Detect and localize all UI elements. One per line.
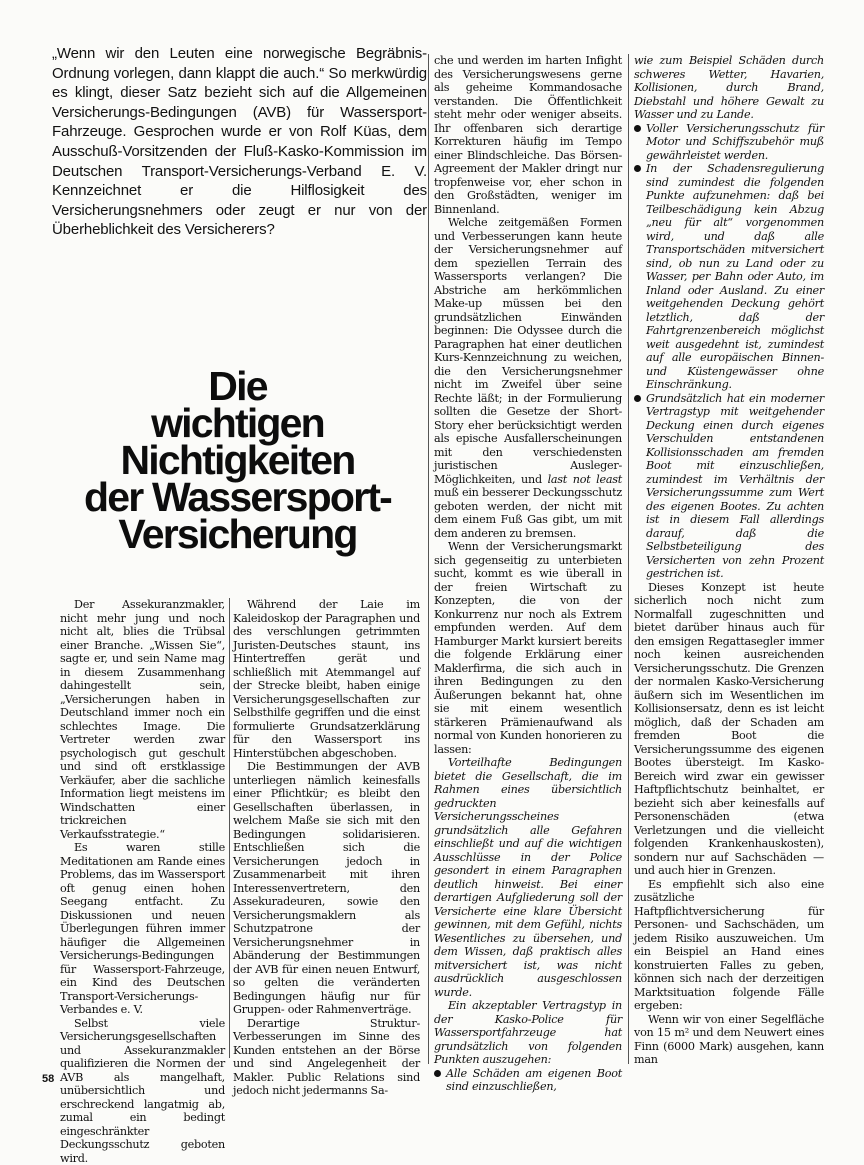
bullet-item: Alle Schäden am eigenen Boot sind einzuschließen, <box>434 1067 622 1094</box>
headline-line-2: wichtigen <box>45 405 430 442</box>
paragraph: Der Assekuranzmakler, nicht mehr jung und noch nicht alt, blies die Trübsal einer Branche. „Wissen Sie“, sagte er, und sein Name mag in diesem Zusammenhang dahingestellt sein, „Versicherungen haben in Deutschland immer noch ein schlechtes Image. Die Vertreter werden zwar psychologisch gut geschult und sind oft erstklassige Verkäufer, aber die sachliche Information liegt meistens im Windschatten einer trickreichen Verkaufsstrategie.“ <box>60 598 225 841</box>
article-headline <box>45 368 430 553</box>
paragraph: Wenn der Versicherungsmarkt sich gegenseitig zu unterbieten sucht, kommt es wie überall in der freien Wirtschaft zu Konzepten, die von der Konkurrenz nur noch als Extrem empfunden werden. Auf dem Hamburger Markt kursiert bereits die folgende Erklärung einer Maklerfirma, die sich auch in ihren Bedingungen zu den Äußerungen bekannt hat, ohne sie mit einem wesentlich stärkeren Prämienaufwand als normal von Kunden honorieren zu lassen: <box>434 540 622 756</box>
paragraph: Dieses Konzept ist heute sicherlich noch nicht zum Normalfall zugeschnitten und bietet darüber hinaus auch für den emsigen Regattasegler immer noch keinen ausreichenden Versicherungsschutz. Die Grenzen der normalen Kasko-Versicherung äußern sich im Wesentlichen im Kollisionsersatz, denn es ist leicht möglich, daß der Schaden am fremden Boot die Versicherungssumme des eigenen Bootes übersteigt. Im Kasko-Bereich wird zwar ein gewisser Haftpflichtschutz beinhaltet, er bezieht sich aber keinesfalls auf Personenschäden (etwa Verletzungen und die vielleicht folgenden Krankenhauskosten), sondern nur auf Sachschäden — und auch hier in Grenzen. <box>634 581 824 878</box>
text-column-1 <box>60 598 225 1068</box>
headline-line-4: der Wassersport- <box>45 479 430 516</box>
italic-paragraph: wie zum Beispiel Schäden durch schweres Wetter, Havarien, Kollisionen, durch Brand, Diebstahl und höhere Gewalt zu Wasser und zu Lande. <box>634 54 824 122</box>
italic-paragraph: Ein akzeptabler Vertragstyp in der Kasko-Police für Wassersportfahrzeuge hat grundsätzlich von folgenden Punkten auszugehen: <box>434 999 622 1067</box>
paragraph-text: Welche zeitgemäßen Formen und Verbesserungen kann heute der Versicherungsnehmer auf dem speziellen Terrain des Wassersports verlangen? Die Abstriche am herkömmlichen Make-up müssen bei den grundsätzlichen Einwänden beginnen: Die Odyssee durch die Paragraphen hat einer deutlichen Kurs-Kennzeichnung zu weichen, die den Versicherungsnehmer nicht im Zweifel über seine Rechte läßt; in der Formulierung sollten die Gesetze der Short-Story eher berücksichtigt werden als epische Ausfallerscheinungen mit den verschiedensten juristischen Ausleger-Möglichkeiten, und <box>434 216 622 486</box>
text-column-3 <box>434 54 622 1068</box>
italic-phrase: last not least <box>548 473 622 486</box>
paragraph: Die Bestimmungen der AVB unterliegen nämlich keinesfalls einer Pflichtkür; es bleibt den Gesellschaften überlassen, in welchem Maße sie sich mit den Bedingungen solidarisieren. Entschließen sich die Versicherungen jedoch in Zusammenarbeit mit ihren Interessenvertretern, den Assekuradeuren, sowie den Versicherungsmaklern als Schutzpatrone der Versicherungsnehmer in Abänderung der Bestimmungen der AVB für einen neuen Entwurf, so gelten die veränderten Bedingungen häufig nur für Gruppen- oder Rahmenverträge. <box>233 760 420 1017</box>
headline-line-5: Versicherung <box>45 516 430 553</box>
bullet-item: Grundsätzlich hat ein moderner Vertragstyp mit weitgehender Deckung einen durch eigenes Verschulden entstandenen Kollisionsschaden am fremden Boot mit einzuschließen, zumindest im Verhältnis der Versicherungssumme zum Wert des eigenen Bootes. Zu achten ist in diesem Fall allerdings darauf, daß die Selbstbeteiligung des Versicherten von zehn Prozent gestrichen ist. <box>634 392 824 581</box>
paragraph: Selbst viele Versicherungsgesellschaften und Assekuranzmakler qualifizieren die Normen der AVB als mangelhaft, unübersichtlich und erschreckend langatmig ab, zumal ein bedingt eingeschränkter Deckungsschutz geboten wird. <box>60 1017 225 1165</box>
paragraph: che und werden im harten Infight des Versicherungswesens gerne als geheime Kommandosache verstanden. Die Öffentlichkeit steht mehr oder weniger abseits. Ihr offenbaren sich derartige Korrekturen häufig im Tempo einer Blindschleiche. Das Börsen-Agreement der Makler dringt nur tropfenweise vor, eher schon in den Großstädten, weniger im Binnenland. <box>434 54 622 216</box>
bullet-item: In der Schadensregulierung sind zumindest die folgenden Punkte aufzunehmen: daß bei Teilbeschädigung kein Abzug „neu für alt“ vorgenommen wird, und daß alle Transportschäden mitversichert sind, ob nun zu Land oder zu Wasser, per Bahn oder Auto, im Inland oder Ausland. Zu einer weitgehenden Deckung gehört letztlich, daß der Fahrtgrenzenbereich möglichst weit ausgedehnt ist, zumindest auf alle europäischen Binnen- und Küstengewässer ohne Einschränkung. <box>634 162 824 392</box>
intro-text: „Wenn wir den Leuten eine norwegische Begräbnis-Ordnung vorlegen, dann klappt die auch.“ So merkwürdig es klingt, dieser Satz bezieht sich auf die Allgemeinen Versicherungs-Bedingungen (AVB) für Wassersport-Fahrzeuge. Gesprochen wurde er von Rolf Küas, dem Ausschuß-Vorsitzenden der Fluß-Kasko-Kommission im Deutschen Transport-Versicherungs-Verband E. V. Kennzeichnet er die Hilflosigkeit des Versicherungsnehmers oder zeugt er nur von der Überheblichkeit des Versicherers? <box>52 44 427 240</box>
headline-line-3: Nichtigkeiten <box>45 442 430 479</box>
text-column-2 <box>233 598 420 1068</box>
italic-paragraph: Vorteilhafte Bedingungen bietet die Gesellschaft, die im Rahmen eines übersichtlich gedruckten Versicherungsscheines grundsätzlich alle Gefahren einschließt und auf die wichtigen Ausschlüsse in der Police gesondert in einem Paragraphen deutlich hinweist. Bei einer derartigen Aufgliederung soll der Versicherte eine klare Übersicht gewinnen, mit dem Gefühl, nichts Wesentliches zu übersehen, und dem Wissen, daß praktisch alles mitversichert ist, was nicht ausdrücklich ausgeschlossen wurde. <box>434 756 622 999</box>
page-number: 58 <box>42 1073 54 1085</box>
paragraph: Wenn wir von einer Segelfläche von 15 m² und dem Neuwert eines Finn (6000 Mark) ausgehen, kann man <box>634 1013 824 1067</box>
intro-lead <box>52 44 427 240</box>
paragraph: Es waren stille Meditationen am Rande eines Problems, das im Wassersport oft genug einen hohen Seegang entfacht. Zu Diskussionen und neuen Überlegungen führen immer häufiger die Allgemeinen Versicherungs-Bedingungen für Wassersport-Fahrzeuge, ein Kind des Deutschen Transport-Versicherungs-Verbandes e. V. <box>60 841 225 1017</box>
text-column-4 <box>634 54 824 1068</box>
column-divider <box>428 54 429 1064</box>
paragraph-text: muß ein besserer Deckungsschutz geboten werden, der nicht mit dem einem Fuß Gas gibt, um mit dem anderen zu bremsen. <box>434 486 622 540</box>
paragraph: Derartige Struktur-Verbesserungen im Sinne des Kunden entstehen an der Börse und sind Angelegenheit der Makler. Public Relations sind jedoch nicht jedermanns Sa- <box>233 1017 420 1098</box>
column-divider <box>628 54 629 1064</box>
column-divider <box>229 598 230 1058</box>
paragraph: Während der Laie im Kaleidoskop der Paragraphen und des verschlungen getrimmten Juristen-Deutsches staunt, ins Hintertreffen gerät und schließlich mit Atemmangel auf der Strecke bleibt, haben einige Versicherungsgesellschaften zur Selbsthilfe gegriffen und die einst formulierte Grundsatzerklärung für den Wassersport ins Hinterstübchen abgeschoben. <box>233 598 420 760</box>
paragraph <box>434 216 622 540</box>
paragraph: Es empfiehlt sich also eine zusätzliche Haftpflichtversicherung für Personen- und Sachschäden, um jedem Risiko auszuweichen. Um ein Beispiel an Hand eines konstruierten Falles zu geben, können sich nach der derzeitigen Marktsituation folgende Fälle ergeben: <box>634 878 824 1013</box>
bullet-item: Voller Versicherungsschutz für Motor und Schiffszubehör muß gewährleistet werden. <box>634 122 824 163</box>
headline-line-1: Die <box>45 368 430 405</box>
